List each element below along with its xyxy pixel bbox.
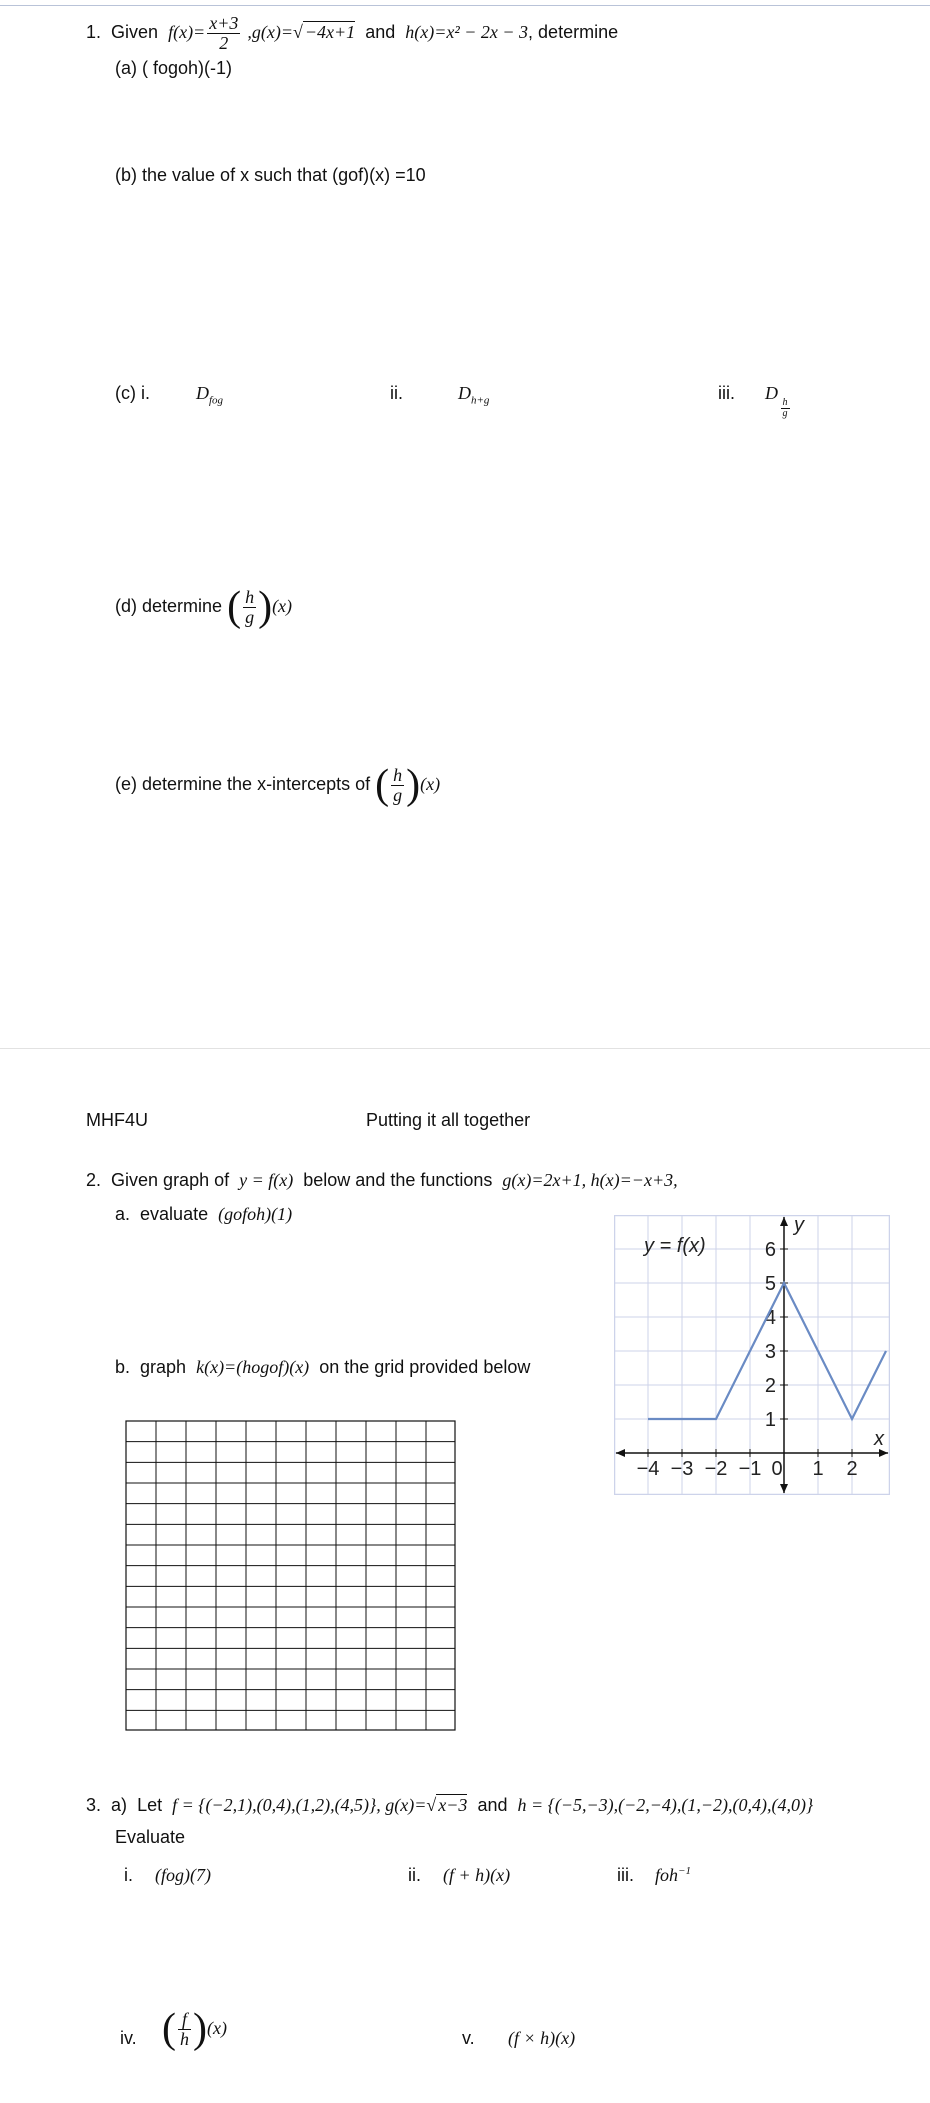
q1-c-iii-domain: D [765, 383, 778, 403]
graph-title: y = f(x) [644, 1235, 706, 1257]
q2-b-label: b. [115, 1357, 131, 1377]
q3-i-expression: (fog)(7) [155, 1865, 211, 1885]
q1-c-iii-subscript-fraction [781, 398, 790, 420]
q3-iii-expression [655, 1865, 691, 1886]
y-tick-label: 2 [764, 1375, 776, 1397]
y-tick-label: 5 [764, 1273, 776, 1295]
q3-i-label: i. [124, 1865, 133, 1885]
q1-and: and [365, 22, 396, 43]
q2-part-a [115, 1204, 292, 1225]
q3-iii-superscript: −1 [678, 1865, 691, 1877]
q3-iii-label: iii. [617, 1865, 634, 1885]
q1-d-num: h [245, 586, 255, 607]
page-break-divider [0, 1048, 930, 1049]
q1-e-num: h [393, 764, 403, 785]
q1-d-tail: (x) [272, 595, 293, 616]
q1-part-c-iii [765, 383, 792, 420]
q1-part-c-iii-label: iii. [718, 383, 735, 403]
q2-a-text: evaluate [140, 1204, 209, 1224]
q1-determine: , determine [528, 22, 619, 43]
q3-iv-expression: ( $\frac{f}{h}$ )(x) [162, 2006, 227, 2052]
q1-part-b: (b) the value of x such that (gof)(x) =10 [115, 165, 426, 185]
q3-let: Let [137, 1795, 163, 1815]
q3-v-expression: (f × h)(x) [508, 2028, 576, 2048]
q1-stem: 1. Given f(x)= $\frac{x+3}{2}$ ,g(x)=√ −4x+1 and h(x)=x² − 2x − 3, determine [86, 13, 619, 53]
x-tick-label: −4 [636, 1458, 660, 1480]
q3-iv-tail: (x) [207, 2017, 227, 2038]
q2-a-expression: (gofoh)(1) [218, 1204, 293, 1224]
q3-h-set: h = {(−5,−3),(−2,−4),(1,−2),(0,4),(4,0)} [517, 1795, 814, 1815]
q2-below-text: below and the functions [303, 1170, 493, 1190]
q3-g-lhs: , g(x)= [376, 1795, 427, 1815]
q1-d-fraction [243, 588, 256, 627]
q2-a-label: a. [115, 1204, 131, 1224]
q1-c-iii-sub-num: h [782, 396, 788, 408]
q1-f-fraction [207, 14, 240, 53]
q1-part-d: (d) determine ( $\frac{h}{g}$ )(x) [115, 584, 293, 630]
q1-c-i-subscript: fog [209, 394, 224, 407]
q1-e-text: (e) determine the x-intercepts of [115, 773, 371, 794]
q2-part-b [115, 1357, 530, 1378]
q1-g-radicand: −4x+1 [304, 22, 356, 43]
q2-y-equation: y = f(x) [239, 1170, 294, 1190]
q2-b-text-2: on the grid provided below [319, 1357, 531, 1377]
q2-number: 2. [86, 1170, 102, 1190]
page-top-border [0, 5, 930, 6]
q2-functions: g(x)=2x+1, h(x)=−x+3, [502, 1170, 678, 1190]
q1-part-c-i [196, 383, 223, 407]
q3-evaluate: Evaluate [115, 1827, 186, 1847]
answer-grid [125, 1420, 457, 1732]
y-tick-label: 6 [764, 1239, 776, 1261]
x-axis-label: x [874, 1428, 884, 1450]
q1-given: Given [111, 22, 159, 43]
q3-f-set: f = {(−2,1),(0,4),(1,2),(4,5)} [172, 1795, 377, 1815]
q2-stem [86, 1170, 678, 1191]
q3-ii-expression: (f + h)(x) [443, 1865, 511, 1885]
q1-f-denominator: 2 [219, 32, 229, 53]
y-axis-label: y [794, 1215, 804, 1236]
q2-b-text: graph [140, 1357, 187, 1377]
x-tick-label: −3 [670, 1458, 694, 1480]
answer-grid-border [126, 1421, 455, 1730]
q3-iv-num: f [178, 2010, 191, 2030]
x-tick-label: 2 [846, 1458, 858, 1480]
q1-c-i-domain: D [196, 383, 209, 403]
q3-iii-base: foh [655, 1865, 679, 1885]
q1-f-lhs: f(x)= [168, 22, 206, 43]
x-tick-label: 1 [812, 1458, 824, 1480]
y-tick-label: 3 [764, 1341, 776, 1363]
q1-part-e: (e) determine the x-intercepts of ( $\frac{h}{g}$ )(x) [115, 762, 441, 808]
q1-e-fraction [391, 766, 404, 805]
y-tick-label: 1 [764, 1409, 776, 1431]
q3-g-radicand: x−3 [438, 1795, 468, 1815]
course-code: MHF4U [86, 1110, 148, 1130]
y-tick-label: 4 [764, 1307, 776, 1329]
q1-part-c-ii-label: ii. [390, 383, 403, 403]
q3-v-label: v. [462, 2028, 475, 2048]
q3-and: and [477, 1795, 508, 1815]
q3-ii-label: ii. [408, 1865, 421, 1885]
q1-e-den: g [393, 784, 403, 805]
q1-e-tail: (x) [420, 773, 441, 794]
q1-part-c-ii [458, 383, 489, 407]
x-tick-label: −1 [738, 1458, 762, 1480]
q1-number: 1. [86, 22, 102, 43]
q3-stem: 3. a) Let f = {(−2,1),(0,4),(1,2),(4,5)}, g(x)=√ x−3 and h = {(−5,−3),(−2,−4),(1,−2),(0,4),(4,0)} [86, 1795, 814, 1815]
x-tick-label: −2 [704, 1458, 728, 1480]
q1-part-a: (a) ( fogoh)(-1) [115, 58, 233, 78]
q1-part-c-label: (c) i. [115, 383, 150, 403]
page-title: Putting it all together [366, 1110, 531, 1130]
q3-number: 3. [86, 1795, 102, 1815]
q1-h-definition: h(x)=x² − 2x − 3 [405, 22, 529, 43]
q2-b-expression: k(x)=(hogof)(x) [196, 1357, 310, 1377]
q1-c-iii-sub-den: g [782, 408, 788, 420]
q1-c-ii-domain: D [458, 383, 471, 403]
q3-iv-den: h [180, 2028, 189, 2049]
function-graph [614, 1215, 890, 1495]
q1-d-den: g [245, 606, 255, 627]
q1-d-text: (d) determine [115, 595, 223, 616]
q3-iv-fraction [178, 2010, 191, 2049]
x-tick-label: 0 [771, 1458, 783, 1480]
q3-iv-label: iv. [120, 2028, 137, 2048]
q3-a-label: a) [111, 1795, 128, 1815]
q1-g-lhs: ,g(x)= [247, 22, 293, 43]
q2-given-text: Given graph of [111, 1170, 230, 1190]
q1-c-ii-subscript: h+g [471, 394, 490, 407]
q1-f-numerator: x+3 [209, 13, 239, 33]
